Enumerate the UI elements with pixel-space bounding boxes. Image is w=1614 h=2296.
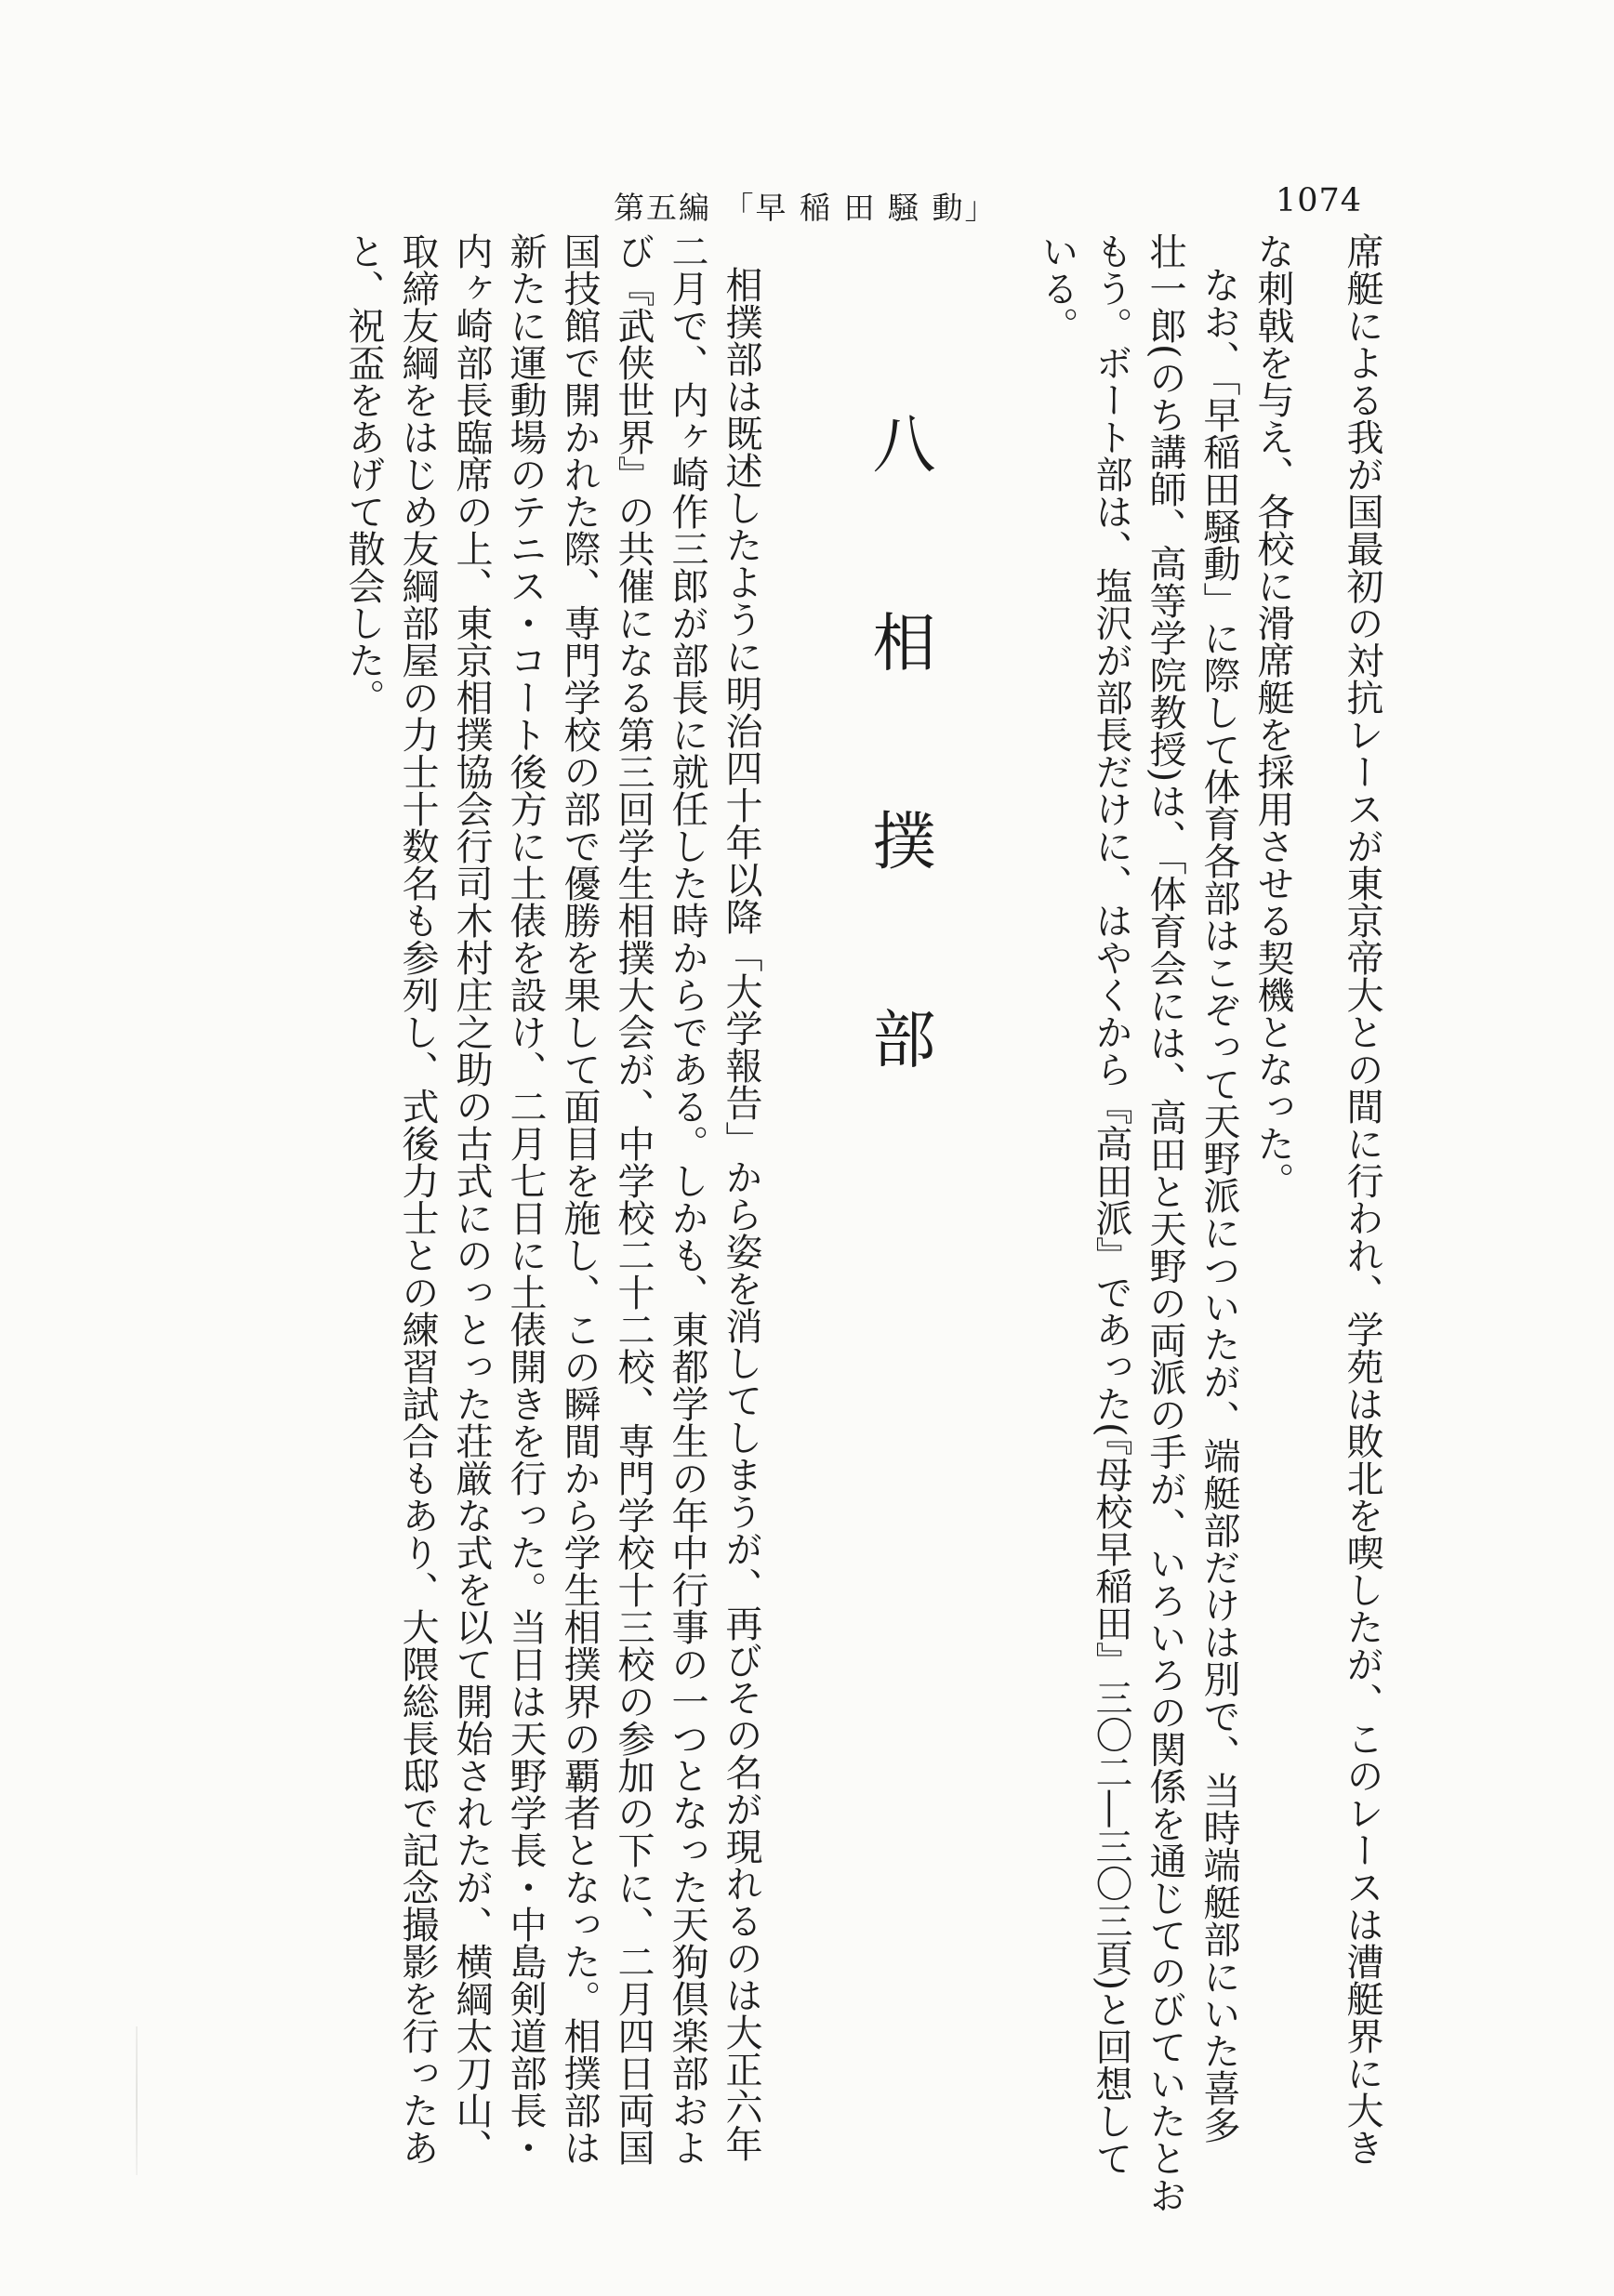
paper-scratch-mark [136, 2026, 138, 2175]
section-heading: 八 相 撲 部 [862, 411, 935, 1128]
paragraph-line: なお、「早稲田騒動」に際して体育各部はこぞって天野派についたが、端艇部だけは別で、当時端艇部にいた喜多 [1197, 266, 1240, 2144]
paragraph-line: 壮一郎(のち講師、高等学院教授)は、「体育会には、高田と天野の両派の手が、いろいろの関係を通じてのびていたとお [1144, 232, 1186, 2214]
paragraph-line: な刺戟を与え、各校に滑席艇を採用させる契機となった。 [1251, 232, 1294, 1199]
paragraph-line: いる。 [1036, 232, 1078, 344]
paragraph-line: と、祝盃をあげて散会した。 [342, 232, 385, 716]
page-number: 1074 [1276, 182, 1363, 219]
paragraph-line: 相撲部は既述したように明治四十年以降「大学報告」から姿を消してしまうが、再びその名が現れるのは大正六年 [720, 266, 762, 2162]
paragraph-line: 二月で、内ヶ崎作三郎が部長に就任した時からである。しかも、東都学生の年中行事の一つとなった天狗倶楽部およ [666, 232, 708, 2166]
paragraph-line: 国技館で開かれた際、専門学校の部で優勝を果して面目を施し、この瞬間から学生相撲界の覇者となった。相撲部は [558, 232, 601, 2166]
paragraph-line: び『武侠世界』の共催になる第三回学生相撲大会が、中学校二十二校、専門学校十三校の参加の下に、二月四日両国 [612, 232, 655, 2166]
paragraph-line: 取締友綱をはじめ友綱部屋の力士十数名も参列し、式後力士との練習試合もあり、大隈総長邸で記念撮影を行ったあ [396, 232, 439, 2166]
paragraph-line: 内ヶ崎部長臨席の上、東京相撲協会行司木村庄之助の古式にのっとった荘厳な式を以て開始されたが、横綱太刀山、 [450, 232, 493, 2166]
paragraph-line: 席艇による我が国最初の対抗レースが東京帝大との間に行われ、学苑は敗北を喫したが、このレースは漕艇界に大き [1341, 232, 1383, 2166]
paragraph-line: もう。ボート部は、塩沢が部長だけに、はやくから『高田派』であった(『母校早稲田』三〇二―三〇三頁)と回想して [1090, 232, 1132, 2177]
paragraph-line: 新たに運動場のテニス・コート後方に土俵を設け、二月七日に土俵開きを行った。当日は天野学長・中島剣道部長・ [504, 232, 547, 2166]
running-header: 第五編 「早 稲 田 騒 動」 [614, 190, 998, 226]
